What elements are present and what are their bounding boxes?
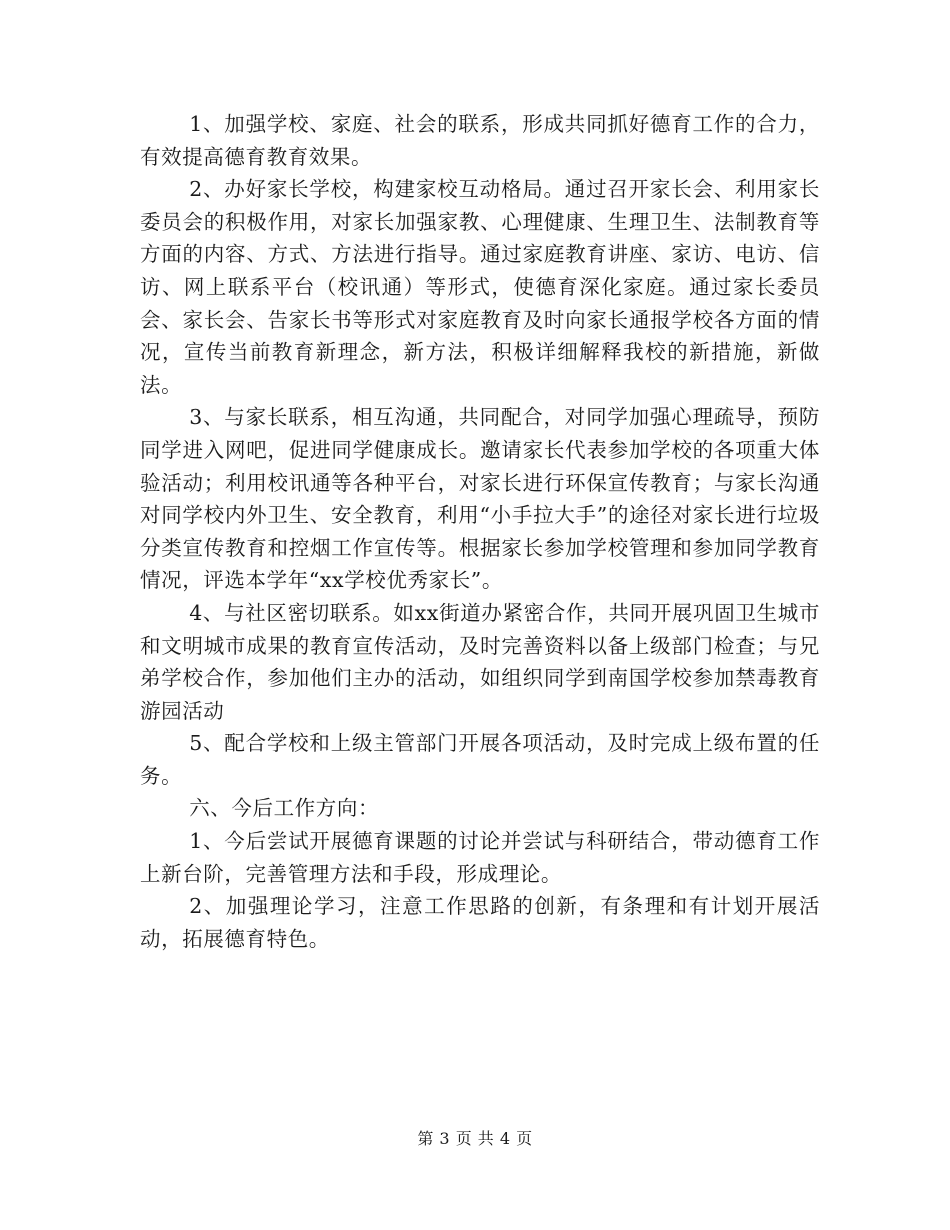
paragraph: 2、加强理论学习，注意工作思路的创新，有条理和有计划开展活动，拓展德育特色。: [140, 894, 820, 951]
section-heading: 六、今后工作方向：: [189, 796, 380, 821]
paragraph: 5、配合学校和上级主管部门开展各项活动，及时完成上级布置的任务。: [140, 731, 820, 788]
paragraph: 1、今后尝试开展德育课题的讨论并尝试与科研结合，带动德育工作上新台阶，完善管理方法和手段，形成理论。: [140, 829, 820, 886]
paragraph: 1、加强学校、家庭、社会的联系，形成共同抓好德育工作的合力，有效提高德育教育效果。: [140, 112, 820, 169]
document-body: [140, 108, 820, 955]
paragraph: 4、与社区密切联系。如xx街道办紧密合作，共同开展巩固卫生城市和文明城市成果的教育宣传活动，及时完善资料以备上级部门检查；与兄弟学校合作，参加他们主办的活动，如组织同学到南国学校参加禁毒教育游园活动: [140, 600, 820, 723]
paragraph: 3、与家长联系，相互沟通，共同配合，对同学加强心理疏导，预防同学进入网吧，促进同学健康成长。邀请家长代表参加学校的各项重大体验活动；利用校讯通等各种平台，对家长进行环保宣传教育；与家长沟通对同学校内外卫生、安全教育，利用“小手拉大手”的途径对家长进行垃圾分类宣传教育和控烟工作宣传等。根据家长参加学校管理和参加同学教育情况，评选本学年“xx学校优秀家长”。: [140, 405, 820, 593]
paragraph: 2、办好家长学校，构建家校互动格局。通过召开家长会、利用家长委员会的积极作用，对家长加强家教、心理健康、生理卫生、法制教育等方面的内容、方式、方法进行指导。通过家庭教育讲座、家访、电访、信访、网上联系平台（校讯通）等形式，使德育深化家庭。通过家长委员会、家长会、告家长书等形式对家庭教育及时向家长通报学校各方面的情况，宣传当前教育新理念，新方法，积极详细解释我校的新措施，新做法。: [140, 177, 820, 397]
page-number: 第 3 页 共 4 页: [417, 1129, 533, 1148]
page-footer: [0, 1126, 950, 1149]
